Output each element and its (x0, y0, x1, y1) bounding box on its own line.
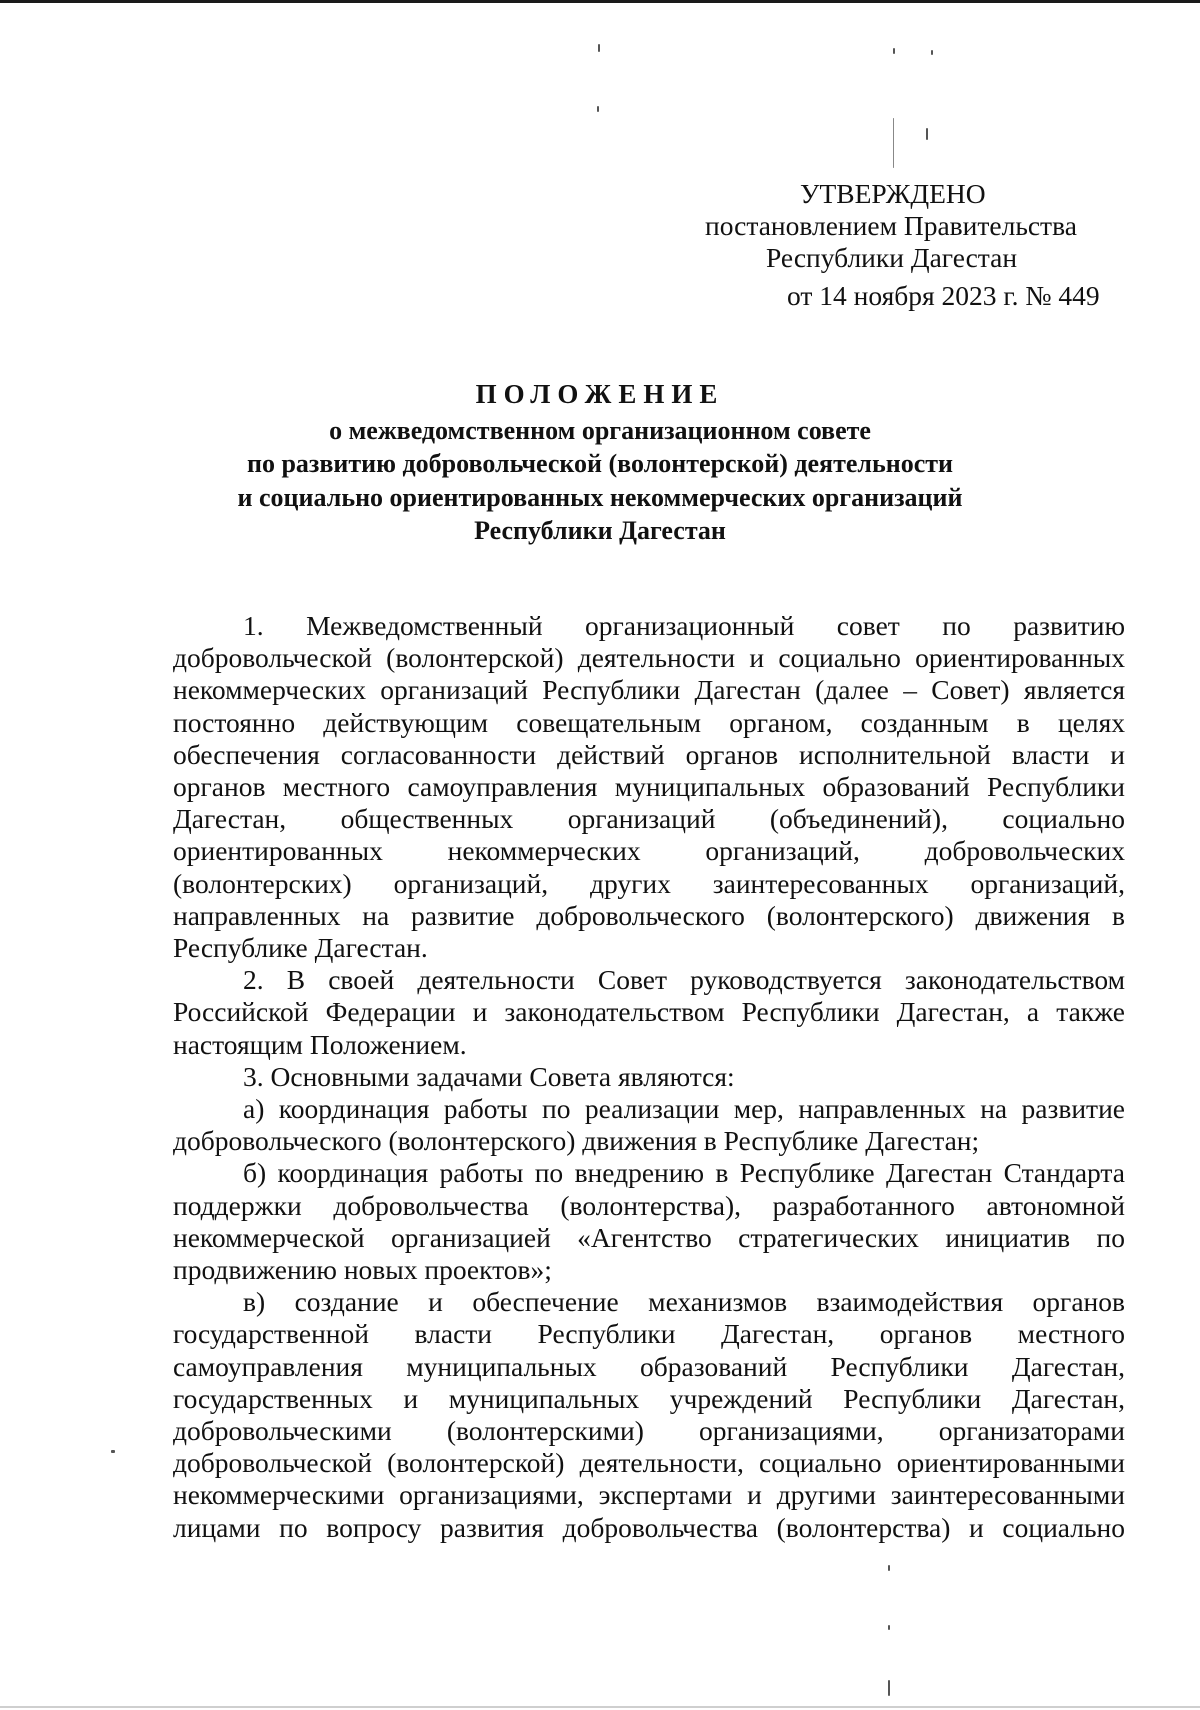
approval-stamp (600, 178, 1140, 312)
scan-speck (888, 1565, 890, 1571)
scan-speck (893, 48, 895, 54)
title-line-1: о межведомственном организационном совете (329, 415, 871, 445)
paragraph-3a: а) координация работы по реализации мер, направленных на развитие добровольческого (волонтерского) движения в Республике Дагестан; (173, 1093, 1125, 1157)
scan-speck (111, 1450, 115, 1453)
approval-authority: постановлением Правительства (705, 210, 1077, 241)
approval-region: Республики Дагестан (766, 242, 1018, 273)
scan-top-edge (0, 0, 1200, 3)
paragraph-3b: б) координация работы по внедрению в Республике Дагестан Стандарта поддержки добровольчества (волонтерства), разработанного автономной некоммерческой организацией «Агентство стратегических инициатив по продвижению новых проектов»; (173, 1157, 1125, 1286)
scan-speck (893, 118, 894, 168)
scan-speck (926, 128, 928, 140)
scan-speck (888, 1680, 890, 1696)
paragraph-1: 1. Межведомственный организационный совет по развитию добровольческой (волонтерской) деятельности и социально ориентированных некоммерческих организаций Республики Дагестан (далее – Совет) является постоянно действующим совещательным органом, созданным в целях обеспечения согласованности действий органов исполнительной власти и органов местного самоуправления муниципальных образований Республики Дагестан, общественных организаций (объединений), социально ориентированных некоммерческих организаций, добровольческих (волонтерских) организаций, других заинтересованных организаций, направленных на развитие добровольческого (волонтерского) движения в Республике Дагестан. (173, 610, 1125, 964)
title-line-4: Республики Дагестан (474, 516, 726, 545)
scan-speck (597, 106, 599, 112)
scan-speck (931, 50, 933, 55)
scan-speck (888, 1625, 890, 1630)
approval-date-number: от 14 ноября 2023 г. № 449 (787, 280, 1100, 311)
document-body (173, 610, 1125, 1544)
paragraph-3: 3. Основными задачами Совета являются: (243, 1060, 735, 1092)
paragraph-3c: в) создание и обеспечение механизмов взаимодействия органов государственной власти Республики Дагестан, органов местного самоуправления муниципальных образований Республики Дагестан, государственных и муниципальных учреждений Республики Дагестан, добровольческими (волонтерскими) организациями, организаторами добровольческой (волонтерской) деятельности, социально ориентированными некоммерческими организациями, экспертами и другими заинтересованными лицами по вопросу развития добровольчества (волонтерства) и социально (173, 1286, 1125, 1543)
scan-bottom-edge (0, 1706, 1200, 1708)
title-line-2: по развитию добровольческой (волонтерской) деятельности (246, 449, 954, 478)
approval-heading: УТВЕРЖДЕНО (800, 178, 986, 209)
title-line-3: и социально ориентированных некоммерческих организаций (237, 482, 963, 512)
paragraph-2: 2. В своей деятельности Совет руководствуется законодательством Российской Федерации и законодательством Республики Дагестан, а также настоящим Положением. (173, 964, 1125, 1060)
document-title (150, 378, 1050, 548)
scan-speck (598, 44, 600, 52)
title-main: ПОЛОЖЕНИЕ (475, 379, 725, 409)
